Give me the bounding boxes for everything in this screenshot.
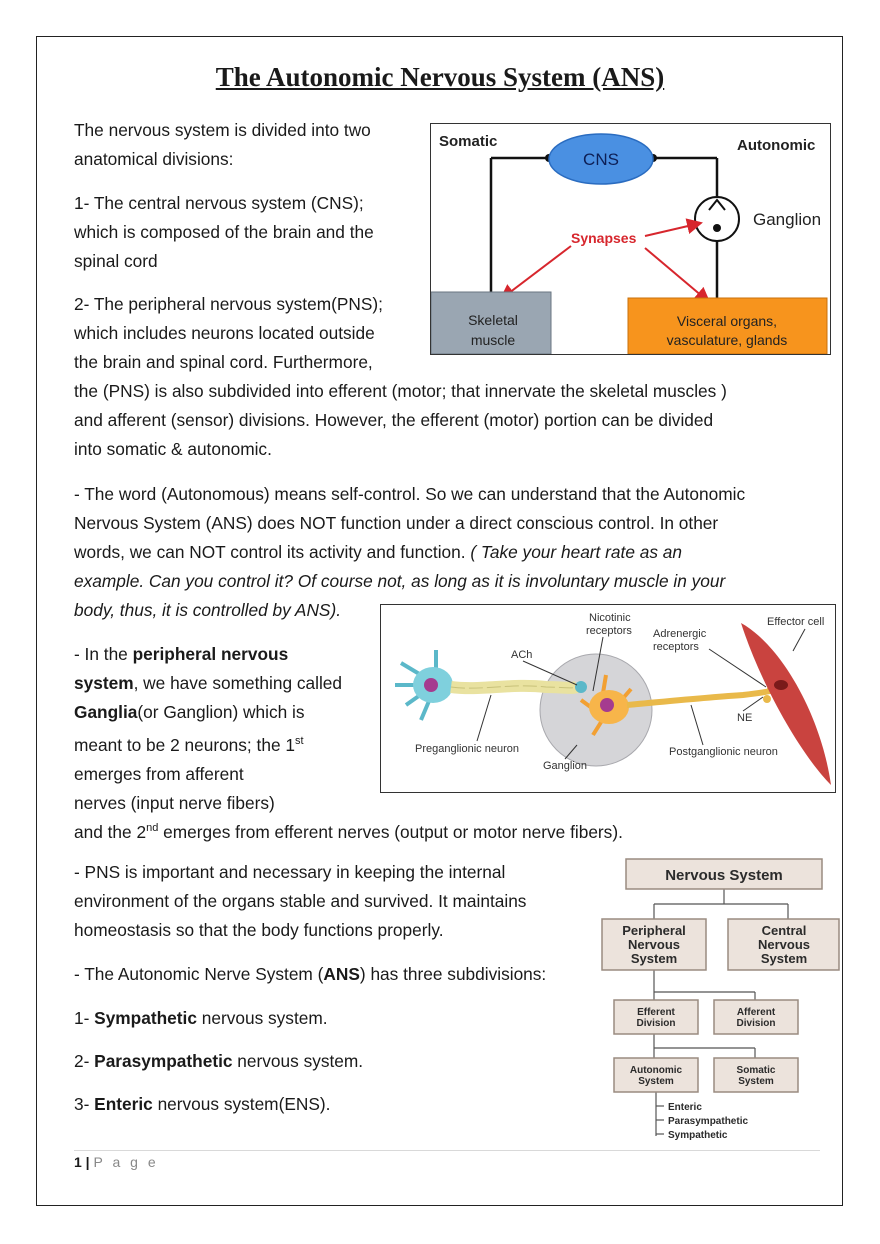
subdivision-item	[74, 1004, 328, 1033]
pns-importance-line: homeostasis so that the body functions properly.	[74, 920, 444, 940]
ganglion-neuron-svg	[381, 605, 835, 792]
autonomous-line: Nervous System (ANS) does NOT function under a direct conscious control. In other	[74, 513, 719, 533]
item-rest: nervous system(ENS).	[152, 1094, 331, 1114]
ganglia-text: and the 2	[74, 821, 147, 842]
ganglion-neuron-diagram	[380, 604, 836, 793]
item-rest: nervous system.	[196, 1008, 328, 1028]
adrenergic-label: Adrenergic	[653, 628, 707, 640]
item-name: Parasympathetic	[94, 1051, 233, 1071]
ganglion-label: Ganglion	[753, 210, 822, 229]
ganglion-node	[695, 197, 739, 241]
ganglia-line: nerves (input nerve fibers)	[74, 792, 275, 813]
pns-line: 2- The peripheral nervous system(PNS);	[74, 294, 383, 314]
ganglia-line	[74, 698, 384, 727]
autonomous-line: example. Can you control it? Of course not, as long as it is involuntary muscle in your	[74, 571, 726, 591]
autonomous-line: - The word (Autonomous) means self-control. So we can understand that the Autonomic	[74, 484, 746, 504]
autonomic-system-label: System	[638, 1076, 674, 1087]
ganglia-line	[74, 814, 834, 847]
central-label: Nervous	[757, 937, 811, 952]
subdivisions-text: - The Autonomic Nerve System (	[74, 964, 324, 984]
visceral-label: Visceral organs,	[676, 313, 778, 329]
effector-cell-label: Effector cell	[767, 616, 825, 628]
autonomous-line	[74, 538, 834, 567]
ganglia-bold: system	[74, 673, 134, 693]
ganglia-bold: Ganglia	[74, 702, 138, 722]
subdivision-item	[74, 1047, 363, 1076]
parasympathetic-label: Parasympathetic	[668, 1116, 749, 1127]
ganglia-text: (or Ganglion) which is	[137, 702, 305, 722]
afferent-label: Division	[736, 1018, 776, 1029]
somatic-autonomic-diagram	[430, 123, 831, 355]
autonomic-label: Autonomic	[737, 137, 816, 154]
pns-line: the brain and spinal cord. Furthermore,	[74, 352, 373, 372]
cns-line: 1- The central nervous system (CNS);	[74, 193, 364, 213]
ne-label: NE	[737, 712, 753, 724]
autonomous-line: body, thus, it is controlled by ANS).	[74, 600, 342, 620]
pns-line: the (PNS) is also subdivided into efferent (motor; that innervate the skeletal muscles )	[74, 381, 727, 401]
page-number: 1	[74, 1154, 82, 1170]
ganglia-paragraph	[74, 640, 384, 818]
page-separator: |	[81, 1154, 94, 1170]
ganglion-text-label: Ganglion	[543, 760, 588, 772]
item-number: 1-	[74, 1008, 95, 1028]
synapses-label: Synapses	[571, 230, 637, 246]
pns-importance-line: environment of the organs stable and survived. It maintains	[74, 891, 527, 911]
peripheral-label: Peripheral	[622, 923, 686, 938]
subdivisions-line	[74, 960, 604, 989]
muscle-label: muscle	[470, 332, 516, 348]
page-footer	[74, 1154, 159, 1170]
ganglia-text: meant to be 2 neurons; the 1	[74, 734, 295, 755]
nervous-system-label: Nervous System	[665, 867, 783, 884]
ganglia-text: - In the	[74, 644, 133, 664]
central-label: System	[760, 951, 808, 966]
pns-importance-paragraph	[74, 858, 594, 945]
somatic-autonomic-svg	[431, 124, 830, 354]
superscript: st	[294, 735, 304, 747]
ganglia-bold: peripheral nervous	[132, 644, 289, 664]
page-word: P a g e	[93, 1154, 159, 1170]
subdivisions-intro	[74, 960, 604, 989]
item-number: 2-	[74, 1051, 95, 1071]
ganglia-continuation	[74, 814, 834, 847]
cns-label: CNS	[583, 150, 619, 169]
enteric-label: Enteric	[668, 1102, 702, 1113]
sympathetic-label: Sympathetic	[668, 1130, 728, 1141]
subdivision-item	[74, 1090, 330, 1119]
pns-line: which includes neurons located outside	[74, 323, 375, 343]
page-title: The Autonomic Nervous System (ANS)	[215, 62, 665, 92]
efferent-label: Efferent	[637, 1007, 675, 1018]
skeletal-label: Skeletal	[468, 312, 518, 328]
receptors-label: receptors	[586, 625, 632, 637]
intro-line: anatomical divisions:	[74, 149, 234, 169]
nervous-system-hierarchy	[596, 852, 846, 1144]
peripheral-label: Nervous	[627, 937, 681, 952]
somatic-label: Somatic	[439, 133, 498, 150]
heart-rate-example: ( Take your heart rate as an	[470, 542, 683, 562]
intro-block	[74, 116, 414, 174]
vasculature-label: vasculature, glands	[666, 332, 788, 348]
ganglia-line	[74, 640, 384, 669]
ganglia-line	[74, 669, 384, 698]
footer-divider	[74, 1150, 820, 1151]
superscript: nd	[146, 822, 159, 834]
peripheral-label: System	[630, 951, 678, 966]
subdivisions-text: ) has three subdivisions:	[359, 964, 547, 984]
somatic-system-label: System	[738, 1076, 774, 1087]
autonomic-system-label: Autonomic	[629, 1065, 683, 1076]
pns-line: and afferent (sensor) divisions. However, the efferent (motor) portion can be divided	[74, 410, 714, 430]
nicotinic-label: Nicotinic	[589, 612, 631, 624]
cns-paragraph	[74, 189, 414, 276]
item-name: Sympathetic	[94, 1008, 197, 1028]
pns-importance-line: - PNS is important and necessary in keeping the internal	[74, 862, 506, 882]
item-name: Enteric	[94, 1094, 153, 1114]
item-number: 3-	[74, 1094, 95, 1114]
pns-line: into somatic & autonomic.	[74, 439, 272, 459]
effector-cell	[741, 623, 831, 785]
intro-line: The nervous system is divided into two	[74, 120, 371, 140]
ganglia-line: emerges from afferent	[74, 763, 244, 784]
ganglia-line	[74, 727, 384, 760]
cns-line: which is composed of the brain and the	[74, 222, 374, 242]
ganglia-text: , we have something called	[133, 673, 343, 693]
autonomous-text: words, we can NOT control its activity and function.	[74, 542, 471, 562]
ach-label: ACh	[511, 649, 533, 661]
ganglia-text: emerges from efferent nerves (output or motor nerve fibers).	[158, 821, 623, 842]
central-label: Central	[761, 923, 807, 938]
postganglionic-label: Postganglionic neuron	[669, 746, 778, 758]
efferent-label: Division	[636, 1018, 676, 1029]
item-rest: nervous system.	[232, 1051, 364, 1071]
somatic-system-label: Somatic	[736, 1065, 776, 1076]
adrenergic-receptors-label: receptors	[653, 641, 699, 653]
cns-line: spinal cord	[74, 251, 158, 271]
ans-bold: ANS	[323, 964, 360, 984]
afferent-label: Afferent	[736, 1007, 776, 1018]
preganglionic-label: Preganglionic neuron	[415, 743, 519, 755]
